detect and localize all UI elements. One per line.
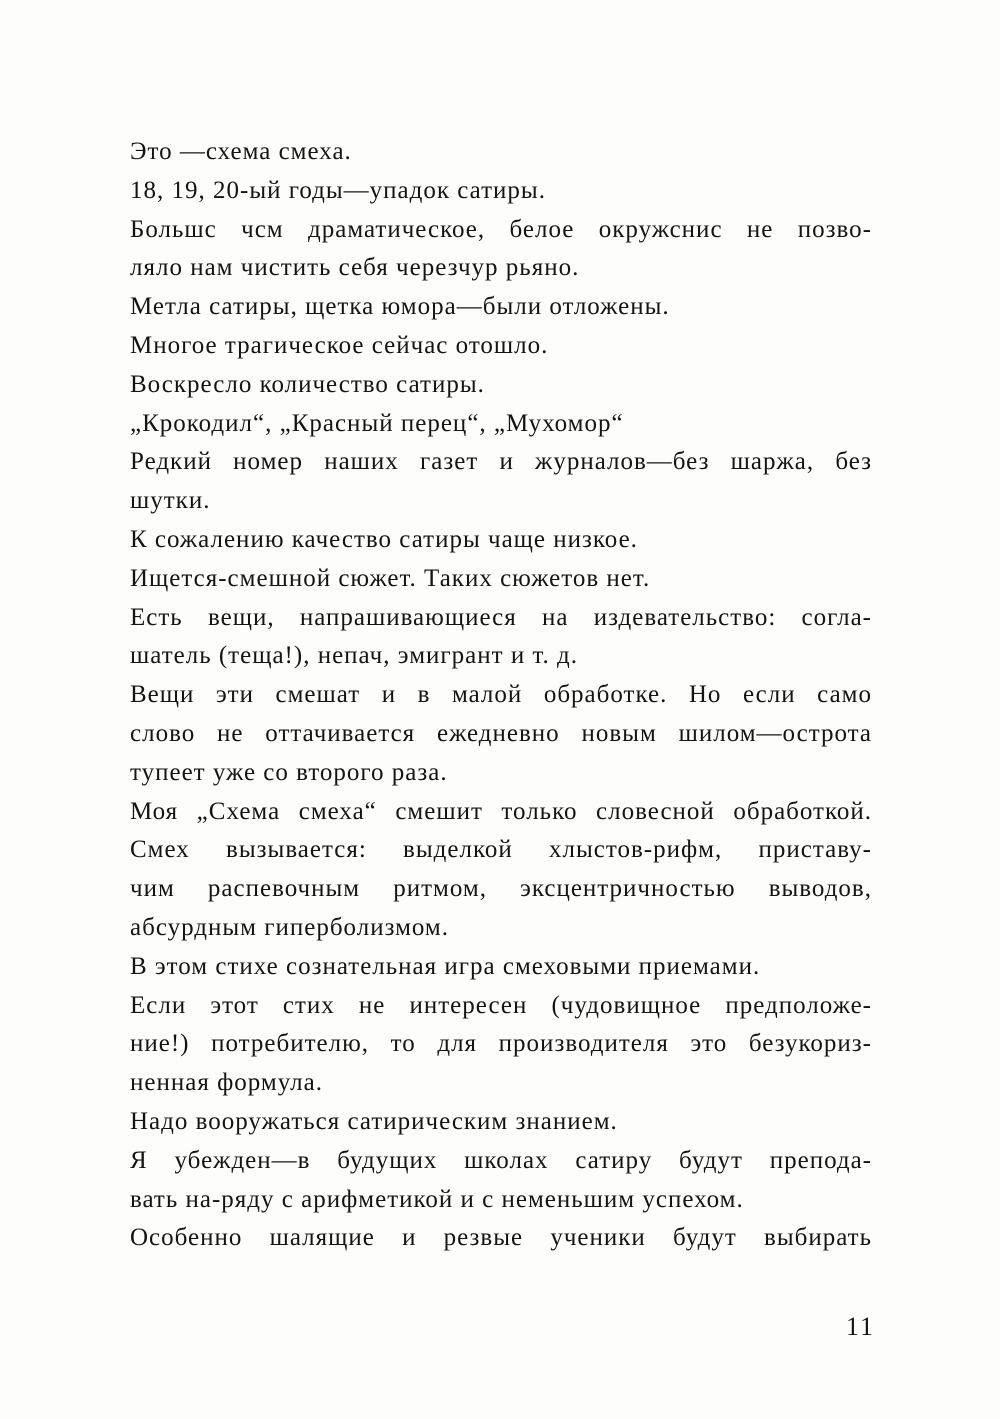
text-line: ненная формула. (130, 1069, 323, 1097)
text-line: Особенно шалящие и резвые ученики будут выбирать (130, 1224, 872, 1252)
text-line: Смех вызывается: выделкой хлыстов-рифм, приставу- (130, 836, 872, 864)
body-text (130, 133, 872, 1258)
text-line: Большс чсм драматическое, белое окружснис не позво- (130, 215, 872, 243)
text-line: ние!) потребителю, то для производителя это безукориз- (130, 1030, 872, 1058)
text-line: тупеет уже со второго раза. (130, 758, 448, 786)
text-line: Многое трагическое сейчас отошло. (130, 331, 549, 359)
text-line: Надо вооружаться сатирическим знанием. (130, 1107, 618, 1135)
text-line: В этом стихе сознательная игра смеховыми приемами. (130, 952, 761, 980)
text-line: К сожалению качество сатиры чаще низкое. (130, 525, 638, 553)
text-line: шутки. (130, 487, 211, 515)
text-line: шатель (теща!), непач, эмигрант и т. д. (130, 642, 578, 670)
text-line: Редкий номер наших газет и журналов—без шаржа, без (130, 448, 872, 476)
text-line: „Крокодил“, „Красный перец“, „Мухомор“ (130, 409, 624, 437)
text-line: вать на-ряду с арифметикой и с неменьшим успехом. (130, 1185, 744, 1213)
text-line: Вещи эти смешат и в малой обработке. Но если само (130, 681, 872, 709)
page-number: 11 (846, 1312, 876, 1341)
text-line: ляло нам чистить себя черезчур рьяно. (130, 254, 580, 282)
text-line: Метла сатиры, щетка юмора—были отложены. (130, 293, 670, 321)
text-line: Это —схема смеха. (130, 138, 352, 165)
text-line: Воскресло количество сатиры. (130, 370, 485, 398)
text-line: Если этот стих не интересен (чудовищное предположе- (130, 991, 872, 1019)
text-line: чим распевочным ритмом, эксцентричностью выводов, (130, 875, 872, 903)
text-line: Я убежден—в будущих школах сатиру будут препода- (130, 1146, 872, 1174)
text-line: 18, 19, 20-ый годы—упадок сатиры. (130, 176, 546, 204)
text-line: Есть вещи, напрашивающиеся на издевательство: согла- (130, 603, 872, 631)
text-line: Моя „Схема смеха“ смешит только словесной обработкой. (130, 797, 872, 825)
text-line: Ищется-смешной сюжет. Таких сюжетов нет. (130, 564, 651, 592)
text-line: абсурдным гиперболизмом. (130, 913, 450, 941)
text-line: слово не оттачивается ежедневно новым шилом—острота (130, 719, 872, 747)
